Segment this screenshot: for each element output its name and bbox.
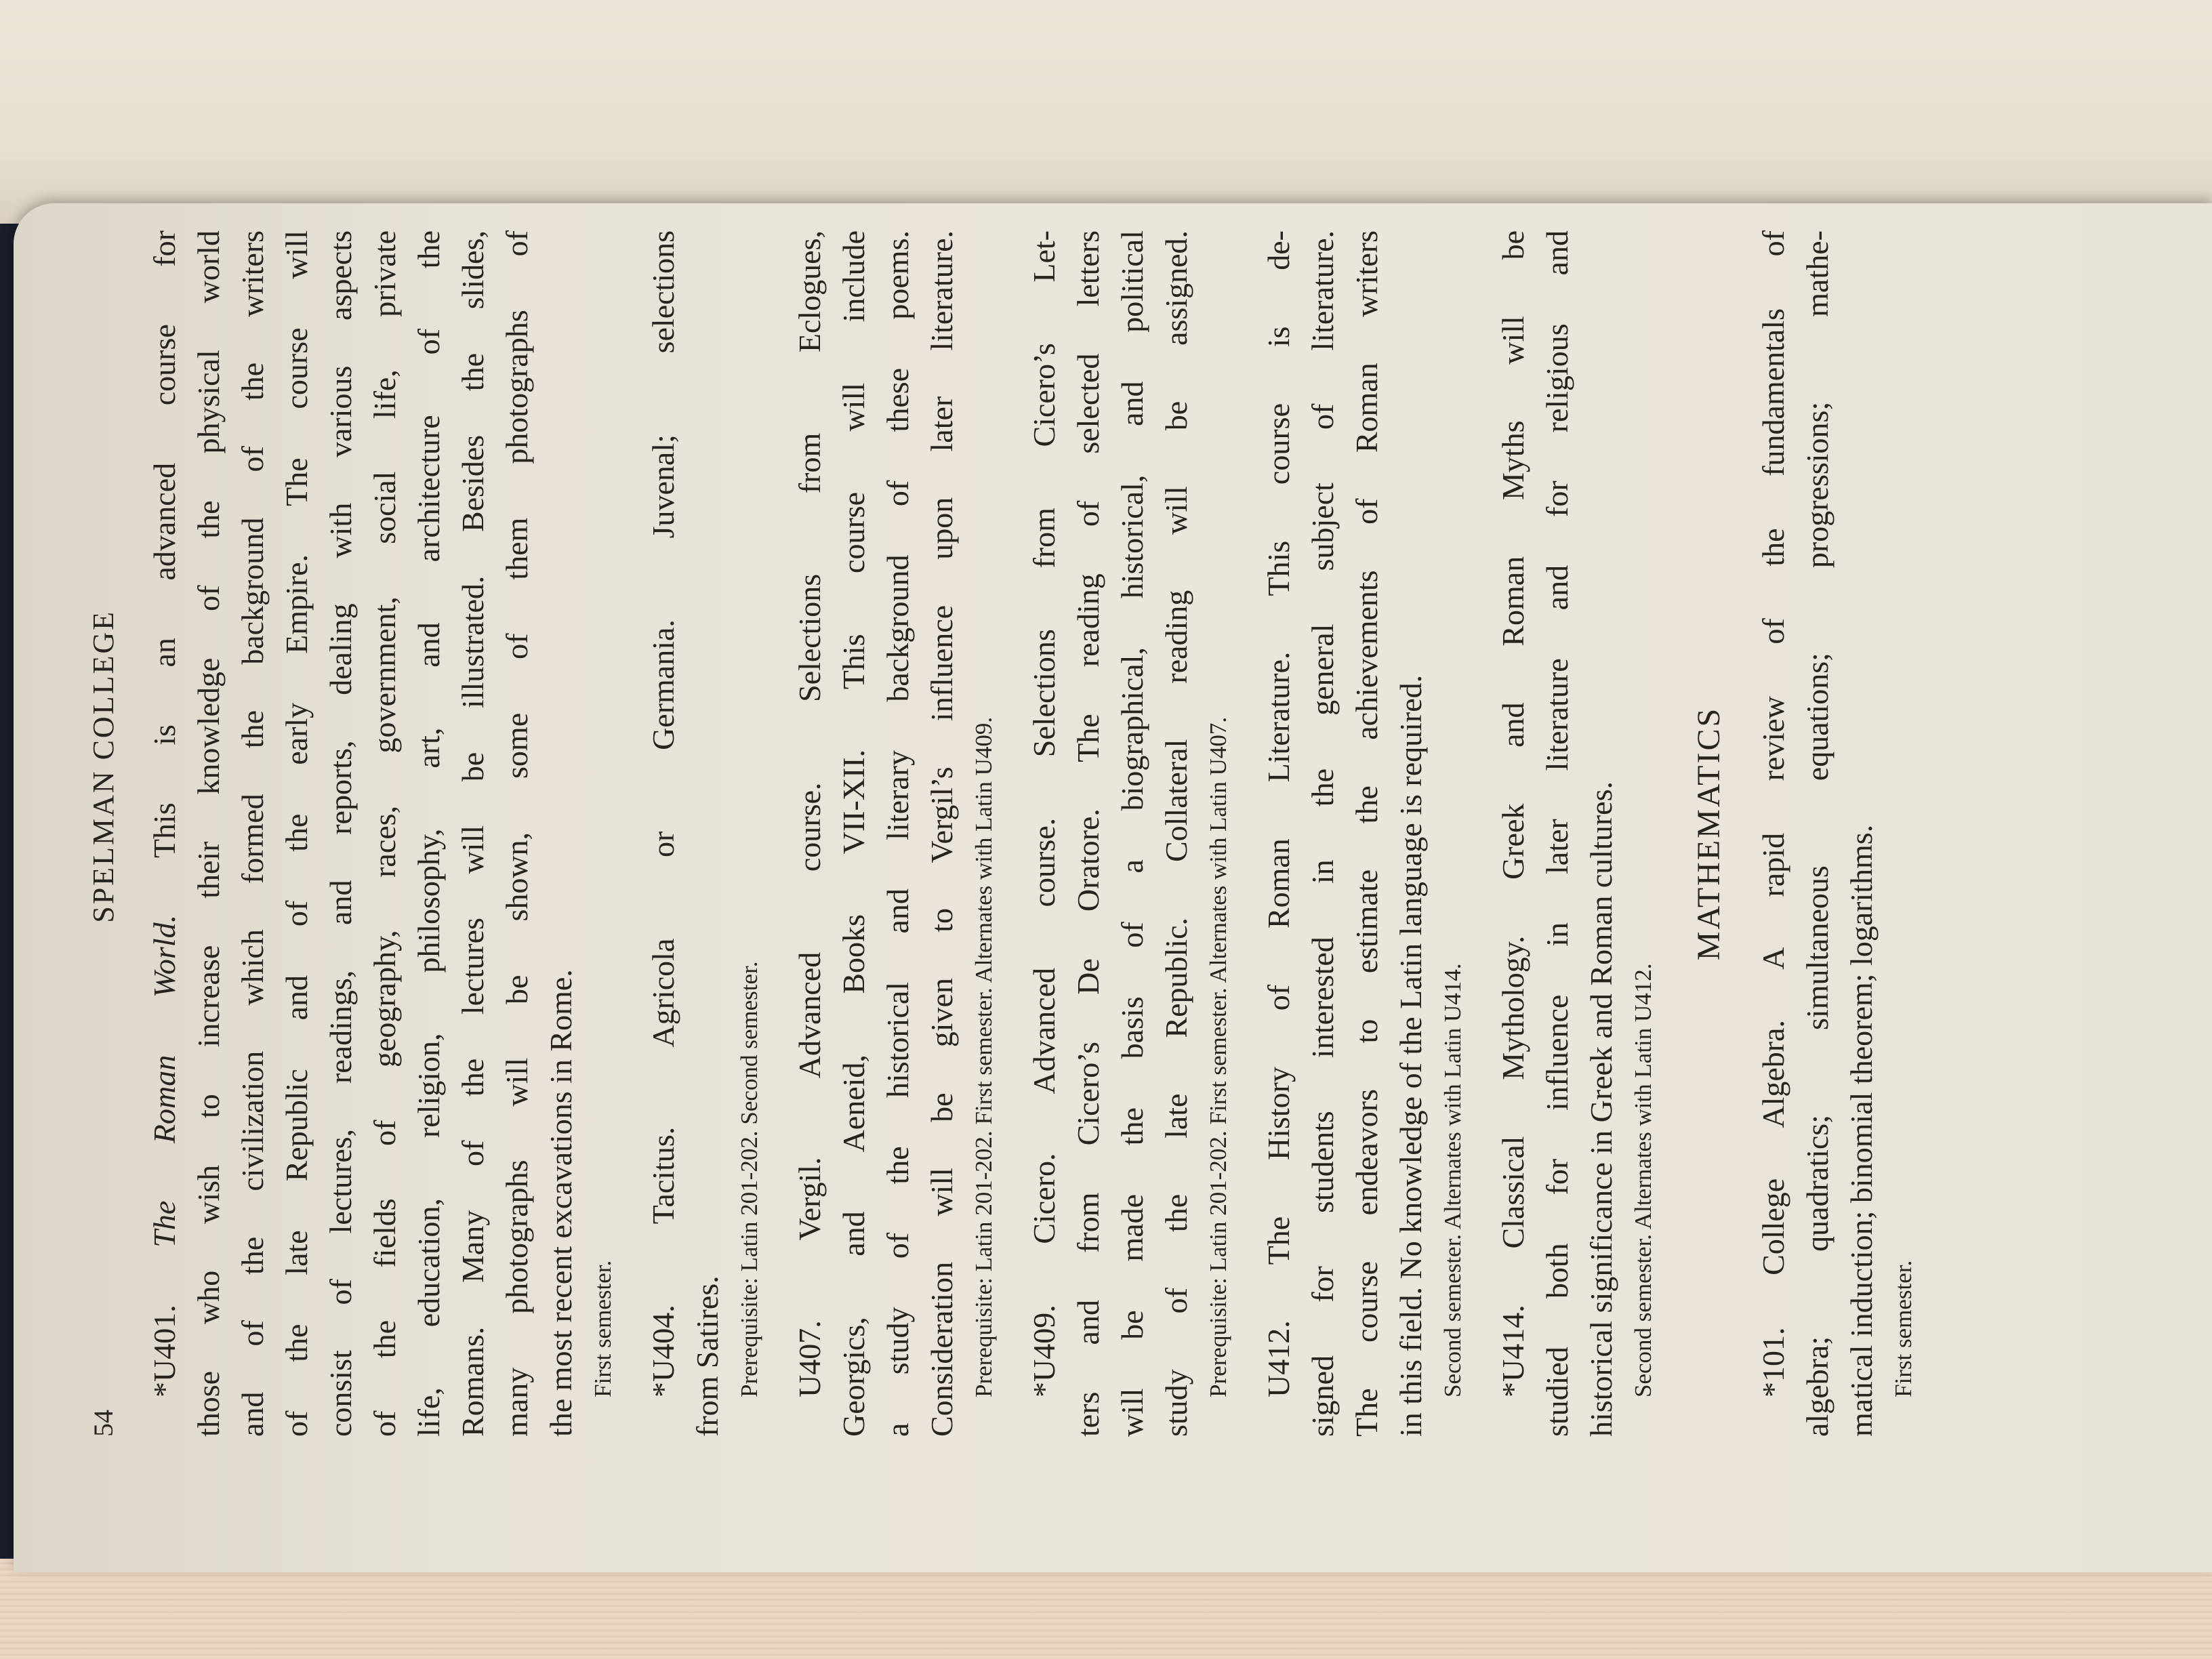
course-line: algebra; quadratics; simultaneous equations; progressions; mathe-: [1800, 230, 1835, 1437]
course-line: of the fields of geography, races, government, social life, private: [367, 230, 402, 1437]
course-line: from Satires.: [690, 1275, 724, 1437]
course-note: First semester.: [1890, 1260, 1917, 1397]
course-line: in this field. No knowledge of the Latin language is required.: [1393, 674, 1428, 1437]
course-entry-u401: [142, 230, 623, 1437]
section-heading: MATHEMATICS: [1691, 706, 1727, 961]
course-note: First semester.: [590, 1260, 616, 1397]
course-line: matical induction; binomial theorem; logarithms.: [1844, 824, 1879, 1437]
course-line: study of the late Republic. Collateral reading will be assigned.: [1159, 230, 1193, 1437]
course-line: *U401. The Roman World. This is an advanced course for: [147, 230, 182, 1397]
page-edges: [0, 1559, 2212, 1659]
course-note: Prerequisite: Latin 201-202. First semester. Alternates with Latin U409.: [970, 716, 997, 1397]
page-number: 54: [88, 1410, 119, 1437]
facing-page: [0, 0, 2212, 224]
course-line: Georgics, and Aeneid, Books VII-XII. This course will include: [836, 230, 871, 1437]
course-note: Prerequisite: Latin 201-202. First semester. Alternates with Latin U407.: [1205, 716, 1231, 1397]
course-line: studied both for influence in later literature and for religious and: [1540, 230, 1574, 1437]
course-entry-u412: [1256, 230, 1473, 1437]
course-line: Consideration will be given to Vergil’s influence upon later literature.: [924, 230, 959, 1437]
course-line: many photographs will be shown, some of them photographs of: [499, 230, 534, 1437]
course-line: signed for students interested in the general subject of literature.: [1305, 230, 1340, 1437]
course-line: and of the civilization which formed the background of the writers: [235, 230, 270, 1437]
course-line: the most recent excavations in Rome.: [544, 969, 578, 1437]
course-line: a study of the historical and literary background of these poems.: [880, 230, 915, 1437]
course-line: ters and from Cicero’s De Oratore. The reading of selected letters: [1071, 230, 1105, 1437]
course-line: of the late Republic and of the early Empire. The course will: [279, 230, 314, 1437]
course-line: U407. Vergil. Advanced course. Selections from Eclogues,: [792, 230, 827, 1397]
course-line: *U414. Classical Mythology. Greek and Roman Myths will be: [1496, 230, 1530, 1397]
course-line: U412. The History of Roman Literature. This course is de-: [1261, 230, 1296, 1397]
course-line: *U409. Cicero. Advanced course. Selections from Cicero’s Let-: [1027, 230, 1061, 1397]
course-line: historical significance in Greek and Roman cultures.: [1584, 781, 1618, 1437]
course-line: *101. College Algebra. A rapid review of the fundamentals of: [1756, 230, 1790, 1397]
page-title: SPELMAN COLLEGE: [87, 610, 120, 923]
course-line: those who wish to increase their knowledge of the physical world: [191, 230, 226, 1437]
running-head: [81, 230, 142, 1437]
course-note: Second semester. Alternates with Latin U412.: [1630, 963, 1656, 1397]
course-entry-u407: [787, 230, 1004, 1437]
course-line: will be made the basis of a biographical, historical, and political: [1115, 230, 1149, 1437]
course-entry-math101: [1751, 230, 1924, 1437]
course-note: Prerequisite: Latin 201-202. Second semester.: [736, 961, 762, 1397]
course-line: life, education, religion, philosophy, art, and architecture of the: [411, 230, 446, 1437]
course-line: consist of lectures, readings, and reports, dealing with various aspects: [323, 230, 358, 1437]
course-line: Romans. Many of the lectures will be illustrated. Besides the slides,: [455, 230, 490, 1437]
course-line: *U404. Tacitus. Agricola or Germania. Juvenal; selections: [646, 230, 680, 1397]
course-note: Second semester. Alternates with Latin U414.: [1439, 963, 1466, 1397]
course-entry-u409: [1022, 230, 1239, 1437]
course-line: The course endeavors to estimate the achievements of Roman writers: [1349, 230, 1384, 1437]
course-entry-u404: [641, 230, 770, 1437]
page-text-block: [81, 230, 2114, 1437]
course-entry-u414: [1491, 230, 1664, 1437]
